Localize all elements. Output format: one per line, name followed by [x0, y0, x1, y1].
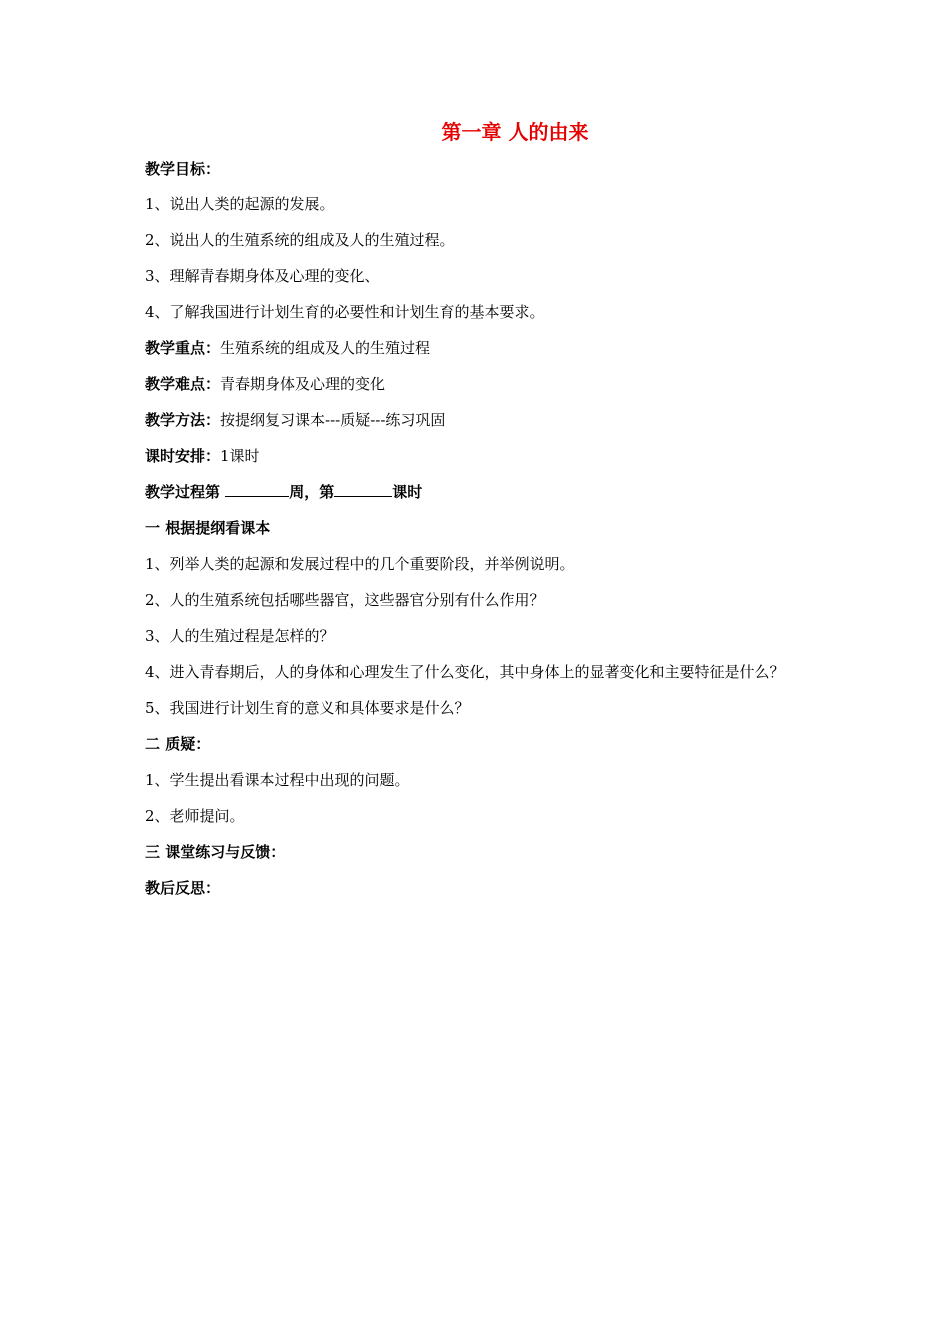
difficulty-row — [145, 374, 385, 394]
section1-item: 5、我国进行计划生育的意义和具体要求是什么？ — [145, 699, 470, 717]
key-point-label: 教学重点： — [145, 339, 221, 357]
schedule-row — [145, 446, 260, 466]
section1-item: 1、列举人类的起源和发展过程中的几个重要阶段，并举例说明。 — [145, 555, 575, 573]
process-mid: 周，第 — [289, 483, 335, 501]
process-prefix: 教学过程第 — [145, 483, 226, 501]
page-title: 第一章 人的由来 — [441, 120, 589, 144]
method-row — [145, 410, 445, 430]
process-suffix: 课时 — [392, 483, 423, 501]
difficulty-label: 教学难点： — [145, 375, 221, 393]
section2-item: 2、老师提问。 — [145, 807, 245, 825]
key-point-row — [145, 338, 430, 358]
section1-heading: 一 根据提纲看课本 — [145, 519, 271, 537]
section2-item: 1、学生提出看课本过程中出现的问题。 — [145, 771, 410, 789]
schedule-text: 1课时 — [220, 447, 260, 465]
section3-heading: 三 课堂练习与反馈： — [145, 843, 286, 861]
section2-heading: 二 质疑： — [145, 735, 211, 753]
period-blank[interactable] — [334, 482, 392, 497]
schedule-label: 课时安排： — [145, 447, 221, 465]
objective-item: 2、说出人的生殖系统的组成及人的生殖过程。 — [145, 231, 455, 249]
key-point-text: 生殖系统的组成及人的生殖过程 — [220, 339, 431, 357]
week-blank[interactable] — [225, 482, 289, 497]
reflection-label: 教后反思： — [145, 879, 221, 897]
method-text: 按提纲复习课本---质疑---练习巩固 — [220, 411, 446, 429]
section1-item: 3、人的生殖过程是怎样的？ — [145, 627, 335, 645]
difficulty-text: 青春期身体及心理的变化 — [220, 375, 386, 393]
objective-item: 3、理解青春期身体及心理的变化、 — [145, 267, 380, 285]
section1-item: 4、进入青春期后，人的身体和心理发生了什么变化，其中身体上的显著变化和主要特征是什么？ — [145, 663, 785, 681]
process-row — [145, 482, 422, 502]
objective-item: 1、说出人类的起源的发展。 — [145, 195, 335, 213]
section1-item: 2、人的生殖系统包括哪些器官，这些器官分别有什么作用？ — [145, 591, 545, 609]
objectives-label: 教学目标： — [145, 160, 221, 178]
objective-item: 4、了解我国进行计划生育的必要性和计划生育的基本要求。 — [145, 303, 545, 321]
method-label: 教学方法： — [145, 411, 221, 429]
